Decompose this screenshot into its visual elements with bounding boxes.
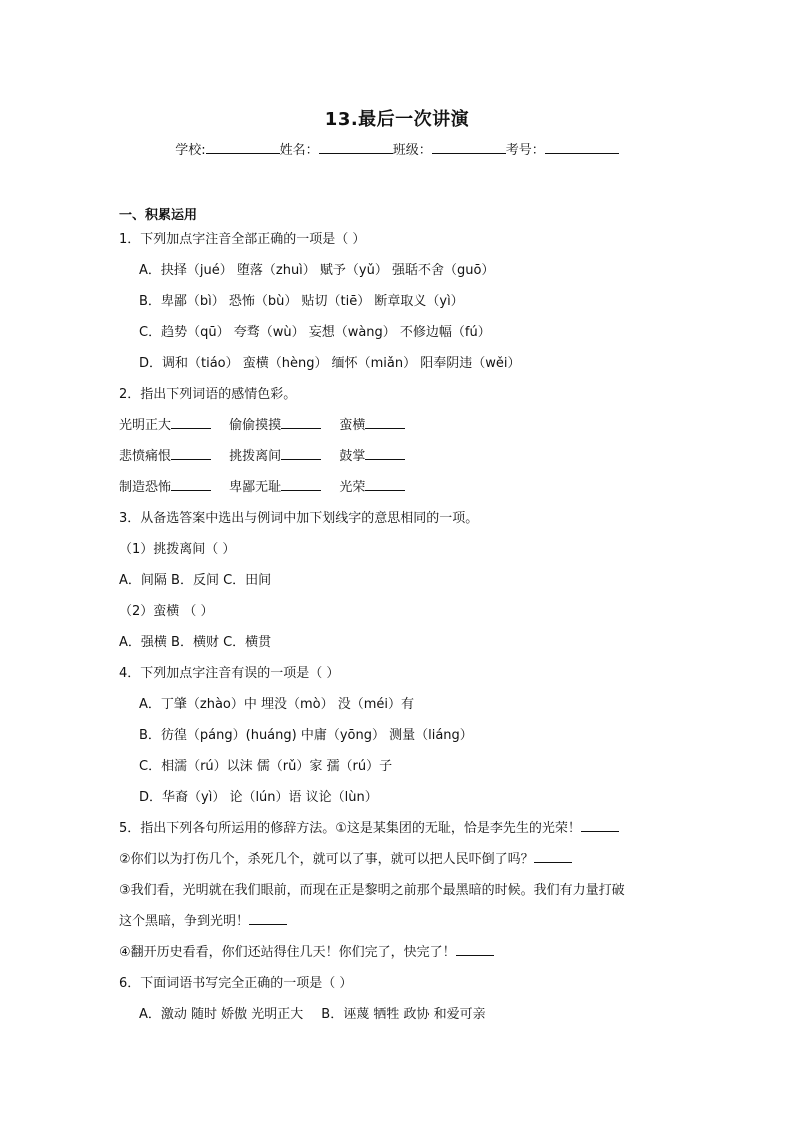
section-heading: 一、积累运用 (119, 208, 198, 223)
q2-word: 卑鄙无耻 (229, 480, 282, 495)
q4-option-c: C．相濡（rú）以沫 儒（rǔ）家 孺（rú）子 (139, 759, 393, 774)
q4-stem: 4．下列加点字注音有误的一项是（ ） (119, 666, 340, 681)
q2-blank[interactable] (281, 476, 321, 491)
q2-word: 偷偷摸摸 (229, 418, 282, 433)
q2-word: 蛮横 (339, 418, 366, 433)
q5-line (119, 813, 679, 844)
q2-blank[interactable] (281, 445, 321, 460)
q5-blank[interactable] (249, 910, 287, 925)
q3-part2-options: A．强横 B．横财 C．横贯 (119, 635, 272, 650)
q2-blank[interactable] (365, 414, 405, 429)
student-info-row (0, 139, 794, 158)
q5-text: 5．指出下列各句所运用的修辞方法。①这是某集团的无耻，恰是李先生的光荣！ (119, 821, 581, 836)
name-blank[interactable] (319, 139, 393, 154)
q1-option-b: B．卑鄙（bì） 恐怖（bù） 贴切（tiē） 断章取义（yì） (139, 294, 464, 309)
q2-blank[interactable] (171, 414, 211, 429)
q2-blank[interactable] (171, 476, 211, 491)
q5-text: ④翻开历史看看，你们还站得住几天！你们完了，快完了！ (119, 945, 456, 960)
school-label: 学校: (175, 143, 206, 158)
q2-blank[interactable] (365, 476, 405, 491)
q3-part2: （2）蛮横 （ ） (119, 604, 214, 619)
q6-option-b: B．诬蔑 牺牲 政协 和爱可亲 (321, 1007, 486, 1022)
q4-option-d: D．华裔（yì） 论（lún）语 议论（lùn） (139, 790, 378, 805)
q6-stem: 6．下面词语书写完全正确的一项是（ ） (119, 976, 353, 991)
q2-row (119, 441, 679, 472)
q2-row (119, 472, 679, 503)
q5-line: ③我们看，光明就在我们眼前，而现在正是黎明之前那个最黑暗的时候。我们有力量打破 (119, 883, 625, 898)
questions (119, 224, 679, 1030)
q2-word: 光明正大 (119, 418, 172, 433)
q6-option-a: A．激动 随时 娇傲 光明正大 (139, 1007, 304, 1022)
q5-text: 这个黑暗，争到光明！ (119, 914, 250, 929)
q4-option-b: B．彷徨（páng）(huáng) 中庸（yōng） 测量（liáng） (139, 728, 473, 743)
q5-blank[interactable] (534, 848, 572, 863)
q1-stem: 1．下列加点字注音全部正确的一项是（ ） (119, 232, 366, 247)
q3-part1-options: A．间隔 B．反间 C．田间 (119, 573, 272, 588)
q5-blank[interactable] (581, 817, 619, 832)
page-title: 13.最后一次讲演 (324, 109, 470, 130)
school-blank[interactable] (206, 139, 280, 154)
q3-part1: （1）挑拨离间（ ） (119, 542, 236, 557)
class-blank[interactable] (432, 139, 506, 154)
q3-stem: 3．从备选答案中选出与例词中加下划线字的意思相同的一项。 (119, 511, 479, 526)
q5-line (119, 937, 679, 968)
q2-blank[interactable] (281, 414, 321, 429)
q5-text: ②你们以为打伤几个，杀死几个，就可以了事，就可以把人民吓倒了吗？ (119, 852, 534, 867)
q2-stem: 2．指出下列词语的感情色彩。 (119, 387, 297, 402)
number-blank[interactable] (545, 139, 619, 154)
q2-row (119, 410, 679, 441)
q2-word: 挑拨离间 (229, 449, 282, 464)
q5-line (119, 844, 679, 875)
name-label: 姓名： (279, 143, 319, 158)
q1-option-c: C．趋势（qū） 夸骛（wù） 妄想（wàng） 不修边幅（fú） (139, 325, 491, 340)
q2-word: 光荣 (339, 480, 366, 495)
q1-option-d: D．调和（tiáo） 蛮横（hèng） 缅怀（miǎn） 阳奉阴违（wěi） (139, 356, 521, 371)
q6-options (119, 999, 679, 1030)
q2-blank[interactable] (365, 445, 405, 460)
class-label: 班级： (392, 143, 432, 158)
q5-blank[interactable] (456, 941, 494, 956)
q4-option-a: A．丁肇（zhào）中 埋没（mò） 没（méi）有 (139, 697, 415, 712)
q2-word: 鼓掌 (339, 449, 366, 464)
q1-option-a: A．抉择（jué） 堕落（zhuì） 赋予（yǔ） 强聒不舍（guō） (139, 263, 495, 278)
q2-blank[interactable] (171, 445, 211, 460)
q2-word: 制造恐怖 (119, 480, 172, 495)
q5-line (119, 906, 679, 937)
q2-word: 悲愤痛恨 (119, 449, 172, 464)
number-label: 考号： (505, 143, 545, 158)
